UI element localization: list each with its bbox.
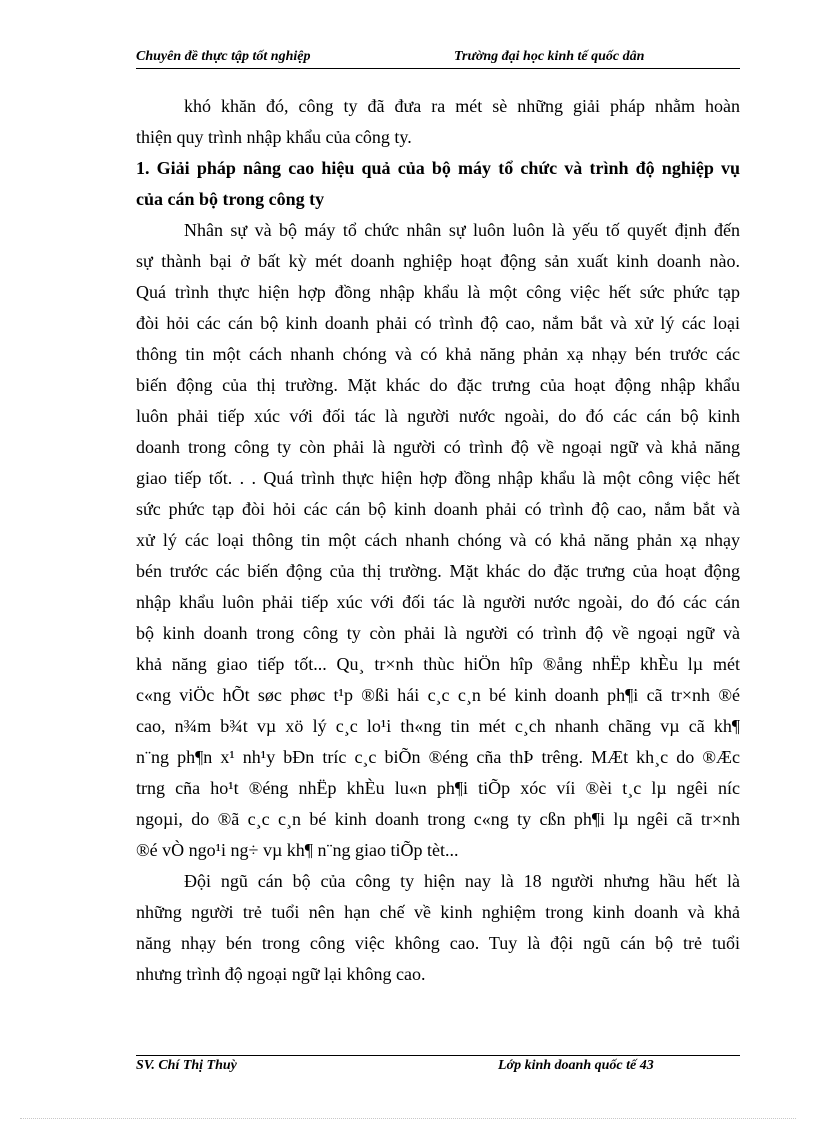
page-header [136,49,740,67]
text-line: khả năng giao tiếp tốt... Qu¸ tr×nh thùc hiÖn hîp ®ång nhËp khÈu lµ mét [136,654,740,674]
header-rule [136,68,740,69]
text-line: c«ng viÖc hÕt søc phøc t¹p ®ßi hái c¸c c¸n bé kinh doanh ph¶i cã tr×nh ®é [136,685,740,705]
section-heading: 1. Giải pháp nâng cao hiệu quả của bộ máy tổ chức và trình độ nghiệp vụ [136,158,740,178]
text-line: xử lý các loại thông tin một cách nhanh chóng và có khả năng phản xạ nhạy [136,530,740,550]
text-line: luôn phải tiếp xúc với đối tác là người nước ngoài, do đó các cán bộ kinh [136,406,740,426]
footer-rule [136,1055,740,1056]
text-line: Đội ngũ cán bộ của công ty hiện nay là 18 người nhưng hầu hết là [184,871,740,891]
page-bottom-dotted-border [20,1118,796,1119]
body-text [136,91,740,990]
text-line: trng cña ho¹t ®éng nhËp khÈu lu«n ph¶i tiÕp xóc víi ®èi t¸c lµ ngêi níc [136,778,740,798]
section-heading: của cán bộ trong công ty [136,189,325,209]
header-university: Trường đại học kinh tế quốc dân [454,49,645,64]
text-line: đòi hỏi các cán bộ kinh doanh phải có trình độ cao, nắm bắt và xử lý các loại [136,313,740,333]
text-line: bộ kinh doanh trong công ty còn phải là người có trình độ về ngoại ngữ và [136,623,740,643]
text-line: thông tin một cách nhanh chóng và có khả năng phản xạ nhạy bén trước các [136,344,740,364]
text-line: nhập khẩu luôn phải tiếp xúc với đối tác là người nước ngoài, do đó các cán [136,592,740,612]
page-footer [136,1058,740,1076]
text-line: năng nhạy bén trong công việc không cao. Tuy là đội ngũ cán bộ trẻ tuổi [136,933,740,953]
header-report-title: Chuyên đề thực tập tốt nghiệp [136,49,311,64]
text-line: Nhân sự và bộ máy tổ chức nhân sự luôn luôn là yếu tố quyết định đến [184,220,740,240]
text-line: những người trẻ tuổi nên hạn chế về kinh nghiệm trong kinh doanh và khả [136,902,740,922]
text-line: biến động của thị trường. Mặt khác do đặc trưng của hoạt động nhập khẩu [136,375,740,395]
text-line: doanh trong công ty còn phải là người có trình độ về ngoại ngữ và khả năng [136,437,740,457]
text-line: Quá trình thực hiện hợp đồng nhập khẩu là một công việc hết sức phức tạp [136,282,740,302]
text-line: cao, n¾m b¾t vµ xö lý c¸c lo¹i th«ng tin mét c¸ch nhanh chãng vµ cã kh¶ [136,716,740,736]
text-line: ®é vÒ ngo¹i ng÷ vµ kh¶ n¨ng giao tiÕp tèt... [136,840,459,860]
text-line: n¨ng ph¶n x¹ nh¹y bÐn tríc c¸c biÕn ®éng cña thÞ trêng. MÆt kh¸c do ®Æc [136,747,740,767]
text-line: bén trước các biến động của thị trường. Mặt khác do đặc trưng của hoạt động [136,561,740,581]
text-line: nhưng trình độ ngoại ngữ lại không cao. [136,964,426,984]
text-line: ngoµi, do ®ã c¸c c¸n bé kinh doanh trong c«ng ty cßn ph¶i lµ ngêi cã tr×nh [136,809,740,829]
footer-student-name: SV. Chí Thị Thuỳ [136,1058,237,1073]
footer-class-name: Lớp kinh doanh quốc tế 43 [498,1058,654,1073]
text-line: thiện quy trình nhập khẩu của công ty. [136,127,412,147]
text-line: khó khăn đó, công ty đã đưa ra mét sè những giải pháp nhằm hoàn [184,96,740,116]
text-line: sức phức tạp đòi hỏi các cán bộ kinh doanh phải có trình độ cao, nắm bắt và [136,499,740,519]
text-line: sự thành bại ở bất kỳ mét doanh nghiệp hoạt động sản xuất kinh doanh nào. [136,251,740,271]
text-line: giao tiếp tốt. . . Quá trình thực hiện hợp đồng nhập khẩu là một công việc hết [136,468,740,488]
